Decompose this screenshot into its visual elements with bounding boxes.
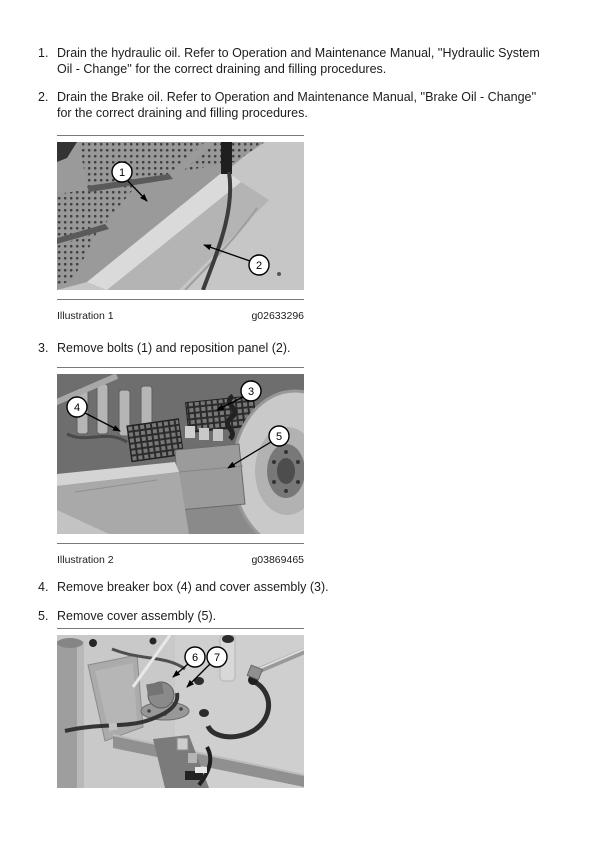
bolt-head: [150, 638, 157, 645]
bolt-head: [89, 639, 97, 647]
dark-post: [221, 142, 232, 174]
step-text: Drain the hydraulic oil. Refer to Operation and Maintenance Manual, ''Hydraulic System Oil - Change'' for the correct draining and filling procedures.: [57, 46, 540, 76]
illustration-1-image: [57, 142, 304, 290]
step-text: Remove breaker box (4) and cover assembly (3).: [57, 580, 329, 594]
figure-top-rule: [57, 135, 304, 136]
hose-clamp: [109, 723, 118, 731]
figure-top-rule: [57, 367, 304, 368]
debris: [277, 272, 281, 276]
step-number: 5.: [38, 609, 49, 623]
step-text: Drain the Brake oil. Refer to Operation and Maintenance Manual, ''Brake Oil - Change'' for the correct draining and filling procedures.: [57, 90, 537, 120]
figure-illustration-3: [57, 628, 304, 788]
label-tag: [195, 767, 207, 773]
step-number: 4.: [38, 580, 49, 594]
illustration-code: g03869465: [251, 554, 304, 566]
callout-7-label: 7: [213, 652, 221, 664]
illustration-label: Illustration 2: [57, 554, 114, 566]
step-number: 2.: [38, 90, 49, 104]
figure-bottom-rule: [57, 299, 304, 300]
step-number: 3.: [38, 341, 49, 355]
step-item-1: [38, 45, 550, 77]
illustration-label: Illustration 1: [57, 310, 114, 322]
callout-6-label: 6: [191, 652, 199, 664]
callout-1-label: 1: [118, 167, 126, 179]
tank-highlight: [77, 641, 84, 788]
step-text: Remove cover assembly (5).: [57, 609, 217, 623]
step-number: 1.: [38, 46, 49, 60]
step-item-4: [38, 579, 550, 595]
figure-caption: [57, 310, 304, 323]
cover-assembly-5: [175, 444, 245, 510]
step-item-2: [38, 89, 550, 121]
hub-center: [277, 458, 295, 484]
callout-3-label: 3: [247, 386, 255, 398]
illustration-2-image: [57, 374, 304, 534]
callout-2-label: 2: [255, 260, 263, 272]
clip: [177, 738, 188, 750]
figure-top-rule: [57, 628, 304, 629]
step-item-5: [38, 608, 550, 624]
illustration-3-image: [57, 635, 304, 788]
figure-bottom-rule: [57, 543, 304, 544]
step-text: Remove bolts (1) and reposition panel (2).: [57, 341, 291, 355]
step-item-3: [38, 340, 550, 356]
callout-4-label: 4: [73, 402, 81, 414]
tank-top: [57, 638, 83, 648]
figure-illustration-1: [57, 135, 304, 323]
clip: [188, 753, 197, 763]
illustration-code: g02633296: [251, 310, 304, 322]
figure-illustration-2: [57, 367, 304, 567]
callout-5-label: 5: [275, 431, 283, 443]
figure-caption: [57, 554, 304, 567]
